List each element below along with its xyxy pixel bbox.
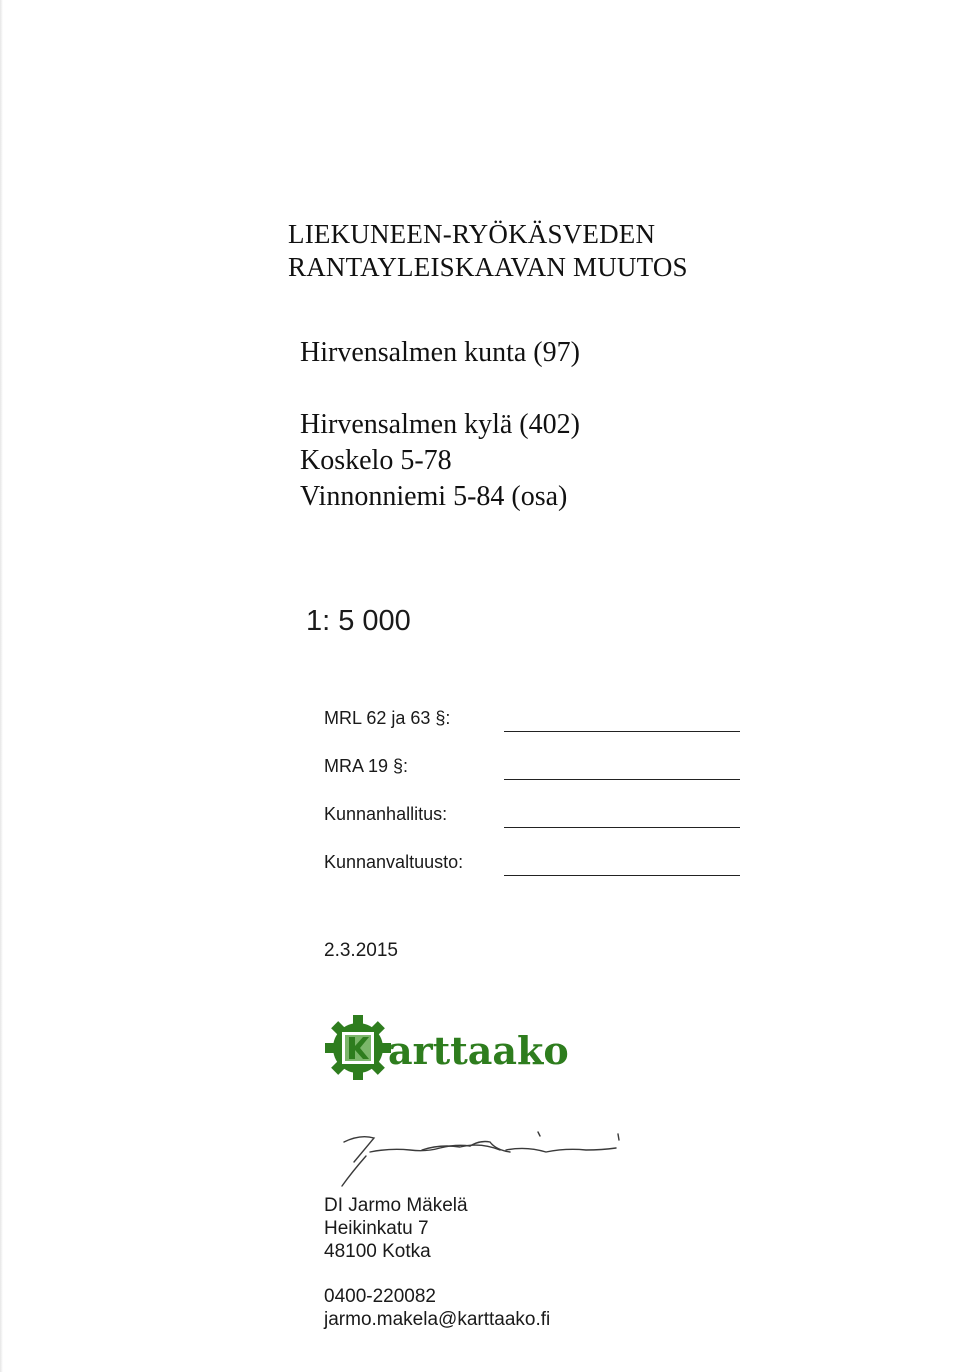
document-date: 2.3.2015 bbox=[324, 940, 398, 961]
approval-label: Kunnanhallitus: bbox=[324, 804, 448, 824]
gear-icon bbox=[325, 1015, 391, 1080]
spacer bbox=[324, 1263, 550, 1285]
document-title bbox=[288, 218, 688, 284]
contact-phone: 0400-220082 bbox=[324, 1286, 436, 1307]
title-line-2: RANTAYLEISKAAVAN MUUTOS bbox=[288, 252, 688, 282]
contact-email: jarmo.makela@karttaako.fi bbox=[324, 1309, 551, 1330]
approval-label: MRL 62 ja 63 §: bbox=[324, 708, 451, 728]
title-line-1: LIEKUNEEN-RYÖKÄSVEDEN bbox=[288, 219, 656, 249]
contact-city: 48100 Kotka bbox=[324, 1241, 431, 1262]
handwritten-signature bbox=[330, 1128, 630, 1194]
page-edge bbox=[0, 0, 3, 1372]
village-block bbox=[300, 407, 580, 515]
approval-label: MRA 19 §: bbox=[324, 756, 409, 776]
signature-line bbox=[504, 779, 740, 780]
svg-text:arttaako: arttaako bbox=[388, 1028, 569, 1073]
approval-label: Kunnanvaltuusto: bbox=[324, 852, 464, 872]
property-koskelo: Koskelo 5-78 bbox=[300, 445, 452, 476]
signature-line bbox=[504, 731, 740, 732]
contact-block bbox=[324, 1194, 550, 1331]
karttaako-logo bbox=[324, 1010, 594, 1080]
property-vinnonniemi: Vinnonniemi 5-84 (osa) bbox=[300, 481, 568, 512]
municipality: Hirvensalmen kunta (97) bbox=[300, 337, 580, 368]
approval-list bbox=[324, 708, 744, 900]
approval-row bbox=[324, 852, 744, 900]
village-name: Hirvensalmen kylä (402) bbox=[300, 409, 580, 440]
contact-street: Heikinkatu 7 bbox=[324, 1218, 429, 1239]
signature-line bbox=[504, 827, 740, 828]
map-scale: 1: 5 000 bbox=[306, 605, 411, 637]
approval-row bbox=[324, 756, 744, 804]
contact-name: DI Jarmo Mäkelä bbox=[324, 1195, 468, 1216]
approval-row bbox=[324, 708, 744, 756]
signature-line bbox=[504, 875, 740, 876]
approval-row bbox=[324, 804, 744, 852]
